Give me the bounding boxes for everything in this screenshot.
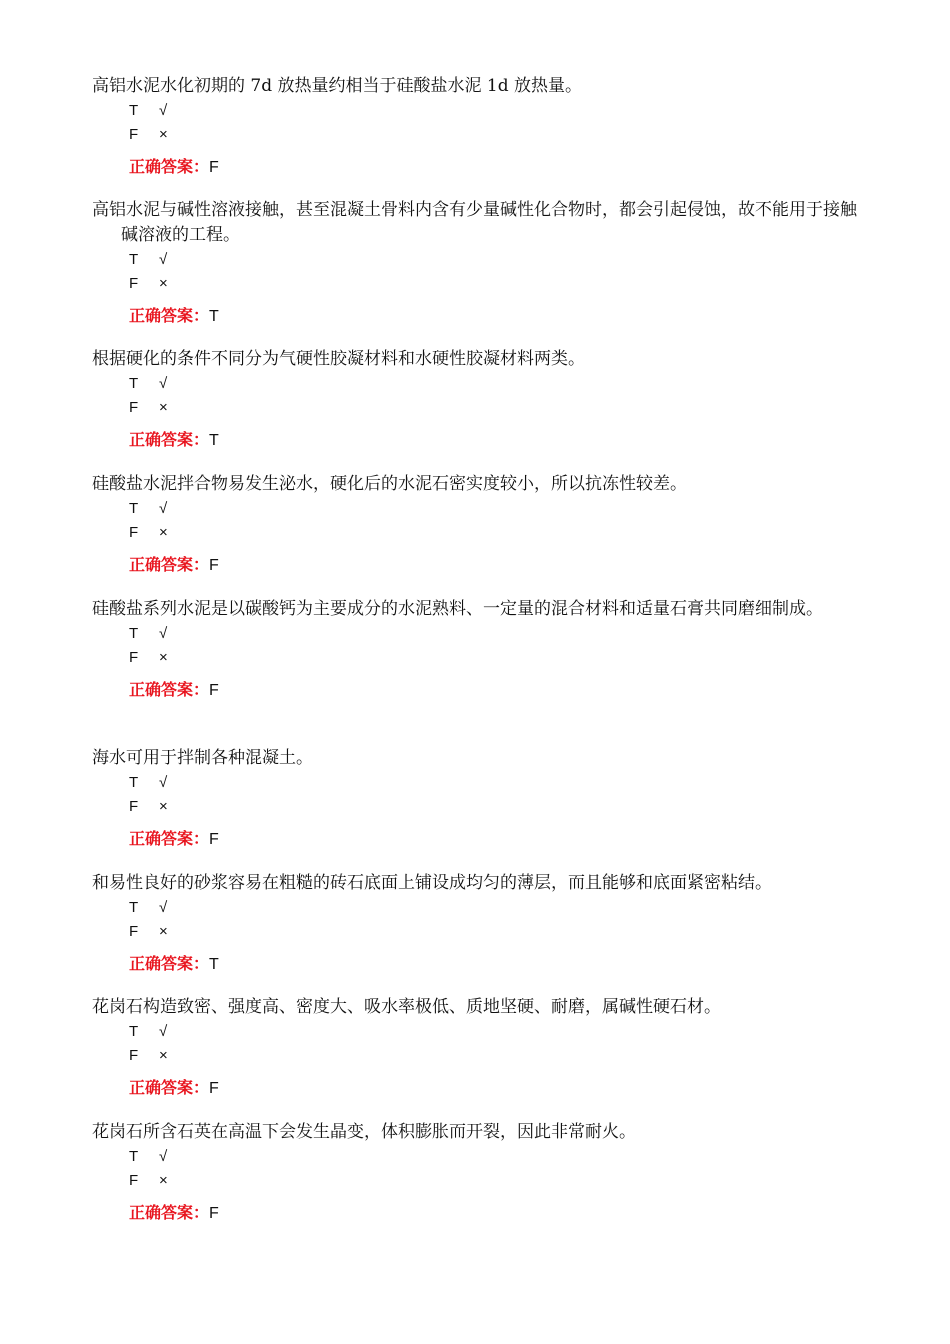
answer-label: 正确答案：: [129, 956, 210, 973]
option-key: T: [129, 625, 139, 642]
option-key: T: [129, 102, 139, 119]
option-false: [92, 1044, 862, 1068]
answer-value: F: [209, 159, 219, 176]
answer-label: 正确答案：: [129, 432, 210, 449]
answer-label: 正确答案：: [129, 831, 210, 848]
cross-mark-icon: ×: [159, 126, 168, 143]
question-text: 硅酸盐水泥拌合物易发生泌水，硬化后的水泥石密实度较小，所以抗冻性较差。: [92, 474, 687, 494]
option-key: T: [129, 375, 139, 392]
option-false: [92, 1169, 862, 1193]
check-mark-icon: √: [159, 899, 168, 916]
option-false: [92, 396, 862, 420]
question-block: [92, 472, 862, 578]
correct-answer: [92, 679, 862, 703]
question-block: [92, 1120, 862, 1226]
option-key: F: [129, 399, 139, 416]
question-block: [92, 995, 862, 1101]
answer-value: F: [209, 1080, 219, 1097]
option-key: T: [129, 899, 139, 916]
check-mark-icon: √: [159, 500, 168, 517]
option-true: [92, 372, 862, 396]
question-text: 海水可用于拌制各种混凝土。: [92, 748, 313, 768]
question-block: [92, 198, 862, 329]
answer-label: 正确答案：: [129, 1080, 210, 1097]
cross-mark-icon: ×: [159, 524, 168, 541]
question-text: 硅酸盐系列水泥是以碳酸钙为主要成分的水泥熟料、一定量的混合材料和适量石膏共同磨细制成。: [92, 599, 823, 619]
question-text: 高铝水泥水化初期的 7d 放热量约相当于硅酸盐水泥 1d 放热量。: [92, 76, 583, 96]
cross-mark-icon: ×: [159, 399, 168, 416]
answer-value: F: [209, 682, 219, 699]
check-mark-icon: √: [159, 251, 168, 268]
option-key: F: [129, 1172, 139, 1189]
option-key: F: [129, 275, 139, 292]
option-key: F: [129, 798, 139, 815]
answer-label: 正确答案：: [129, 1205, 210, 1222]
answer-value: T: [209, 956, 219, 973]
check-mark-icon: √: [159, 625, 168, 642]
correct-answer: [92, 828, 862, 852]
option-key: F: [129, 126, 139, 143]
option-key: T: [129, 1148, 139, 1165]
option-false: [92, 521, 862, 545]
cross-mark-icon: ×: [159, 649, 168, 666]
question-block: [92, 746, 862, 852]
option-key: T: [129, 251, 139, 268]
cross-mark-icon: ×: [159, 798, 168, 815]
answer-value: T: [209, 308, 219, 325]
cross-mark-icon: ×: [159, 1047, 168, 1064]
question-text: 高铝水泥与碱性溶液接触，甚至混凝土骨料内含有少量碱性化合物时，都会引起侵蚀，故不能用于接触碱溶液的工程。: [92, 200, 857, 245]
option-true: [92, 771, 862, 795]
correct-answer: [92, 554, 862, 578]
question-block: [92, 347, 862, 453]
answer-label: 正确答案：: [129, 308, 210, 325]
option-true: [92, 1145, 862, 1169]
check-mark-icon: √: [159, 375, 168, 392]
option-false: [92, 920, 862, 944]
answer-label: 正确答案：: [129, 682, 210, 699]
check-mark-icon: √: [159, 1148, 168, 1165]
answer-value: F: [209, 831, 219, 848]
question-text: 花岗石构造致密、强度高、密度大、吸水率极低、质地坚硬、耐磨，属碱性硬石材。: [92, 997, 721, 1017]
option-false: [92, 795, 862, 819]
option-key: T: [129, 500, 139, 517]
answer-value: F: [209, 557, 219, 574]
option-key: T: [129, 774, 139, 791]
option-true: [92, 622, 862, 646]
correct-answer: [92, 1202, 862, 1226]
option-key: F: [129, 1047, 139, 1064]
option-key: F: [129, 923, 139, 940]
answer-label: 正确答案：: [129, 557, 210, 574]
check-mark-icon: √: [159, 1023, 168, 1040]
correct-answer: [92, 156, 862, 180]
option-key: F: [129, 649, 139, 666]
option-false: [92, 272, 862, 296]
question-text: 花岗石所含石英在高温下会发生晶变，体积膨胀而开裂，因此非常耐火。: [92, 1122, 636, 1142]
answer-value: T: [209, 432, 219, 449]
question-text: 和易性良好的砂浆容易在粗糙的砖石底面上铺设成均匀的薄层，而且能够和底面紧密粘结。: [92, 873, 772, 893]
correct-answer: [92, 953, 862, 977]
cross-mark-icon: ×: [159, 275, 168, 292]
correct-answer: [92, 305, 862, 329]
cross-mark-icon: ×: [159, 923, 168, 940]
option-true: [92, 896, 862, 920]
cross-mark-icon: ×: [159, 1172, 168, 1189]
option-true: [92, 248, 862, 272]
option-true: [92, 1020, 862, 1044]
option-true: [92, 497, 862, 521]
check-mark-icon: √: [159, 774, 168, 791]
correct-answer: [92, 1077, 862, 1101]
answer-value: F: [209, 1205, 219, 1222]
option-true: [92, 99, 862, 123]
correct-answer: [92, 429, 862, 453]
option-key: T: [129, 1023, 139, 1040]
option-false: [92, 123, 862, 147]
option-key: F: [129, 524, 139, 541]
question-text: 根据硬化的条件不同分为气硬性胶凝材料和水硬性胶凝材料两类。: [92, 349, 585, 369]
question-block: [92, 74, 862, 180]
answer-label: 正确答案：: [129, 159, 210, 176]
option-false: [92, 646, 862, 670]
question-block: [92, 871, 862, 977]
check-mark-icon: √: [159, 102, 168, 119]
question-block: [92, 597, 862, 703]
